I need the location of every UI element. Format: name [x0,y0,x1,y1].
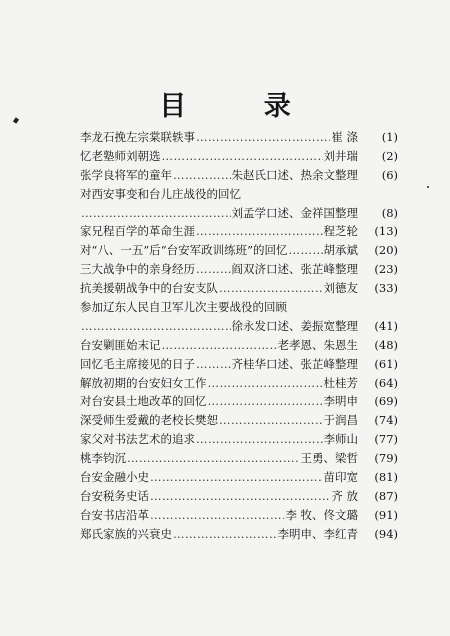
toc-entry-author: 李明申、李红青 [277,526,358,541]
toc-entry-author: 徐永发口述、姜振宽整理 [231,318,358,333]
toc-entry-title: 解放初期的台安妇女工作 [80,375,207,390]
dot-leader [196,128,330,147]
toc-entry-author: 李 牧、佟文璐 [285,507,358,522]
toc-entry-page-number: (2) [381,148,398,163]
toc-entry-author: 朱赵氏口述、热余文整理 [231,167,358,182]
page-title: 目 录 [159,91,325,122]
toc-entry-title: 回忆毛主席接见的日子 [80,356,195,371]
toc-entry-title: 台安税务史话 [80,488,149,503]
table-of-contents [80,128,398,544]
toc-entry [80,166,398,185]
toc-entry [80,430,398,449]
scan-speck [427,186,429,188]
toc-entry-page-number: (87) [374,488,398,503]
toc-entry-page-number: (81) [374,470,398,485]
toc-entry-author: 杜桂芳 [323,375,358,390]
toc-entry-title: 深受师生爱戴的老校长樊恕 [80,413,218,428]
toc-entry [80,525,398,544]
toc-entry-page-number: (1) [381,130,398,144]
toc-entry-author: 王勇、梁哲 [300,451,358,466]
dot-leader [196,355,231,374]
toc-entry-title: 三大战争中的亲身经历 [80,262,195,277]
toc-entry-page-number: (94) [374,526,398,541]
toc-entry [80,241,398,260]
dot-leader [150,506,284,525]
dot-leader [173,525,277,544]
toc-entry-author: 胡承斌 [323,243,358,258]
toc-entry-page-number: (64) [374,375,398,390]
dot-leader [127,449,300,468]
toc-entry-author: 阎双济口述、张芷峰整理 [231,262,358,277]
dot-leader [219,411,323,430]
dot-leader [173,166,231,185]
dot-leader [81,204,231,223]
toc-entry-page-number: (77) [374,432,398,447]
toc-entry-author: 刘孟学口述、金祥国整理 [231,205,358,220]
toc-entry-title: 李龙石挽左宗棠联轶事 [80,130,195,144]
toc-entry-author: 刘井瑞 [323,148,358,163]
toc-entry [80,317,398,336]
dot-leader [289,241,323,260]
toc-entry-title: 家父对书法艺术的追求 [80,432,195,447]
dot-leader [196,430,323,449]
toc-entry [80,128,398,147]
toc-entry-title: 张学良将军的童年 [80,167,172,182]
toc-entry [80,449,398,468]
toc-entry-author: 李师山 [323,432,358,447]
toc-entry-title: 参加辽东人民自卫军儿次主要战役的回顾 [80,300,287,315]
toc-entry-page-number: (33) [374,281,398,296]
toc-entry [80,468,398,487]
dot-leader [219,279,323,298]
dot-leader [196,260,231,279]
toc-heading [80,298,398,317]
toc-entry-author: 齐 放 [331,488,358,503]
toc-heading [80,185,398,204]
toc-entry-page-number: (41) [374,318,398,333]
toc-entry-page-number: (74) [374,413,398,428]
toc-entry-page-number: (91) [374,507,398,522]
toc-entry-author: 李明申 [323,394,358,409]
toc-entry-author: 于润昌 [323,413,358,428]
toc-entry-author: 老孝恩、朱恩生 [277,337,358,352]
toc-entry-page-number: (13) [374,224,398,239]
toc-entry-author: 苗印宽 [323,470,358,485]
toc-entry [80,336,398,355]
toc-entry [80,260,398,279]
toc-entry [80,506,398,525]
toc-entry-title: 对“八、一五”后“台安军政训练班”的回忆 [80,243,288,258]
toc-entry-title: 桃李钧沉 [80,451,126,466]
toc-entry-title: 对西安事变和台儿庄战役的回忆 [80,186,241,201]
toc-entry-page-number: (23) [374,262,398,277]
toc-entry-author: 齐桂华口述、张芷峰整理 [231,356,358,371]
toc-entry-author: 崔 涤 [331,130,358,144]
toc-entry [80,204,398,223]
toc-entry-page-number: (79) [374,451,398,466]
toc-entry-page-number: (8) [381,205,398,220]
toc-entry-title: 台安金融小史 [80,470,149,485]
toc-entry-title: 对台安县土地改革的回忆 [80,394,207,409]
toc-entry [80,279,398,298]
toc-entry [80,147,398,166]
dot-leader [208,374,323,393]
dot-leader [150,487,330,506]
toc-entry-page-number: (69) [374,394,398,409]
toc-entry-page-number: (48) [374,337,398,352]
dot-leader [162,336,277,355]
dot-leader [208,392,323,411]
dot-leader [196,222,323,241]
toc-entry [80,392,398,411]
toc-entry-title: 台安书店沿革 [80,507,149,522]
toc-entry-title: 郑氏家族的兴衰史 [80,526,172,541]
toc-entry [80,355,398,374]
toc-entry-title: 抗美援朝战争中的台安支队 [80,281,218,296]
toc-entry-page-number: (20) [374,243,398,258]
toc-entry-page-number: (61) [374,356,398,371]
toc-entry [80,411,398,430]
toc-entry [80,374,398,393]
toc-entry-author: 刘德友 [323,281,358,296]
toc-entry-title: 家兄程百学的革命生涯 [80,224,195,239]
toc-entry-title: 台安剿匪始末记 [80,337,161,352]
dot-leader [162,147,323,166]
dot-leader [81,317,231,336]
toc-entry-title: 忆老塾师刘朝选 [80,148,161,163]
toc-entry-author: 程芝轮 [323,224,358,239]
toc-entry [80,222,398,241]
toc-entry-page-number: (6) [381,167,398,182]
toc-entry [80,487,398,506]
dot-leader [150,468,323,487]
